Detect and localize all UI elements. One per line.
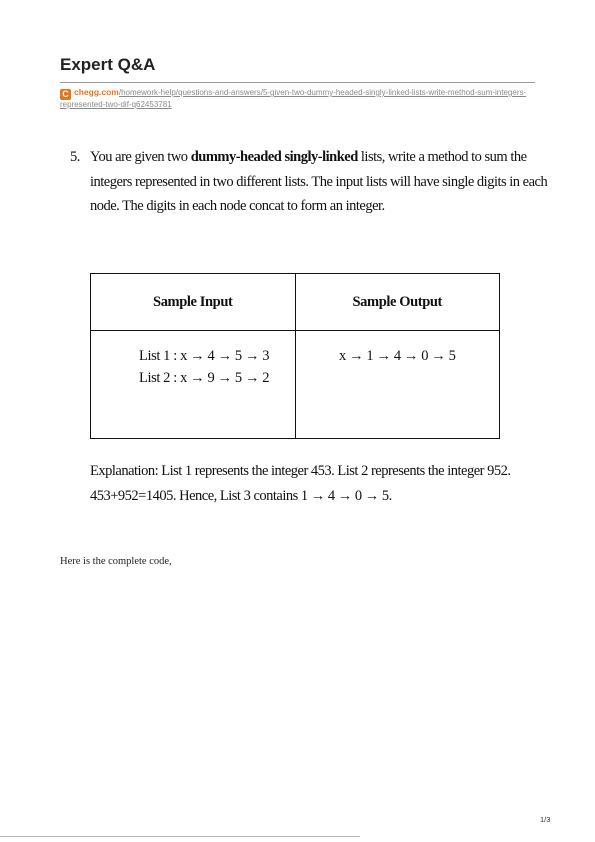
source-link[interactable] (60, 87, 535, 111)
question-image (62, 145, 548, 504)
emphasis-text: dummy-headed singly-linked (190, 149, 358, 165)
title-divider (60, 82, 535, 83)
question-line: You are given two dummy-headed singly-linked lists, write a method to sum the (90, 149, 527, 165)
output-list-line: x → 1 → 4 → 0 → 5 (339, 348, 456, 364)
sample-input-cell (91, 331, 296, 439)
sample-table (90, 273, 500, 439)
explanation-line: 453+952=1405. Hence, List 3 contains 1 → 4 → 0 → 5. (90, 488, 392, 504)
question-line: integers represented in two different lists. The input lists will have single digits in each (90, 173, 548, 190)
sample-input-header: Sample Input (91, 274, 296, 331)
question-text (62, 145, 548, 219)
page-number: 1/3 (540, 815, 551, 824)
page-title: Expert Q&A (60, 55, 156, 74)
source-domain[interactable]: chegg.com (74, 87, 119, 97)
question-number: 5. (70, 149, 80, 165)
answer-text: Here is the complete code, (60, 556, 172, 567)
sample-output-cell (295, 331, 500, 439)
sample-output-header: Sample Output (295, 274, 500, 331)
source-path[interactable]: /homework-help/questions-and-answers/5-given-two-dummy-headed-singly-linked-lists-write-method-sum-integers-represented-two-dif-q62453781 (60, 88, 527, 109)
input-list-line: List 1 : x → 4 → 5 → 3 (139, 348, 270, 364)
chegg-logo-icon: C (60, 89, 71, 100)
footer-divider (0, 836, 360, 837)
input-list-line: List 2 : x → 9 → 5 → 2 (139, 370, 270, 386)
explanation-line: Explanation: List 1 represents the integer 453. List 2 represents the integer 952. (90, 463, 511, 479)
explanation (90, 459, 510, 509)
question-line: node. The digits in each node concat to form an integer. (90, 198, 385, 214)
